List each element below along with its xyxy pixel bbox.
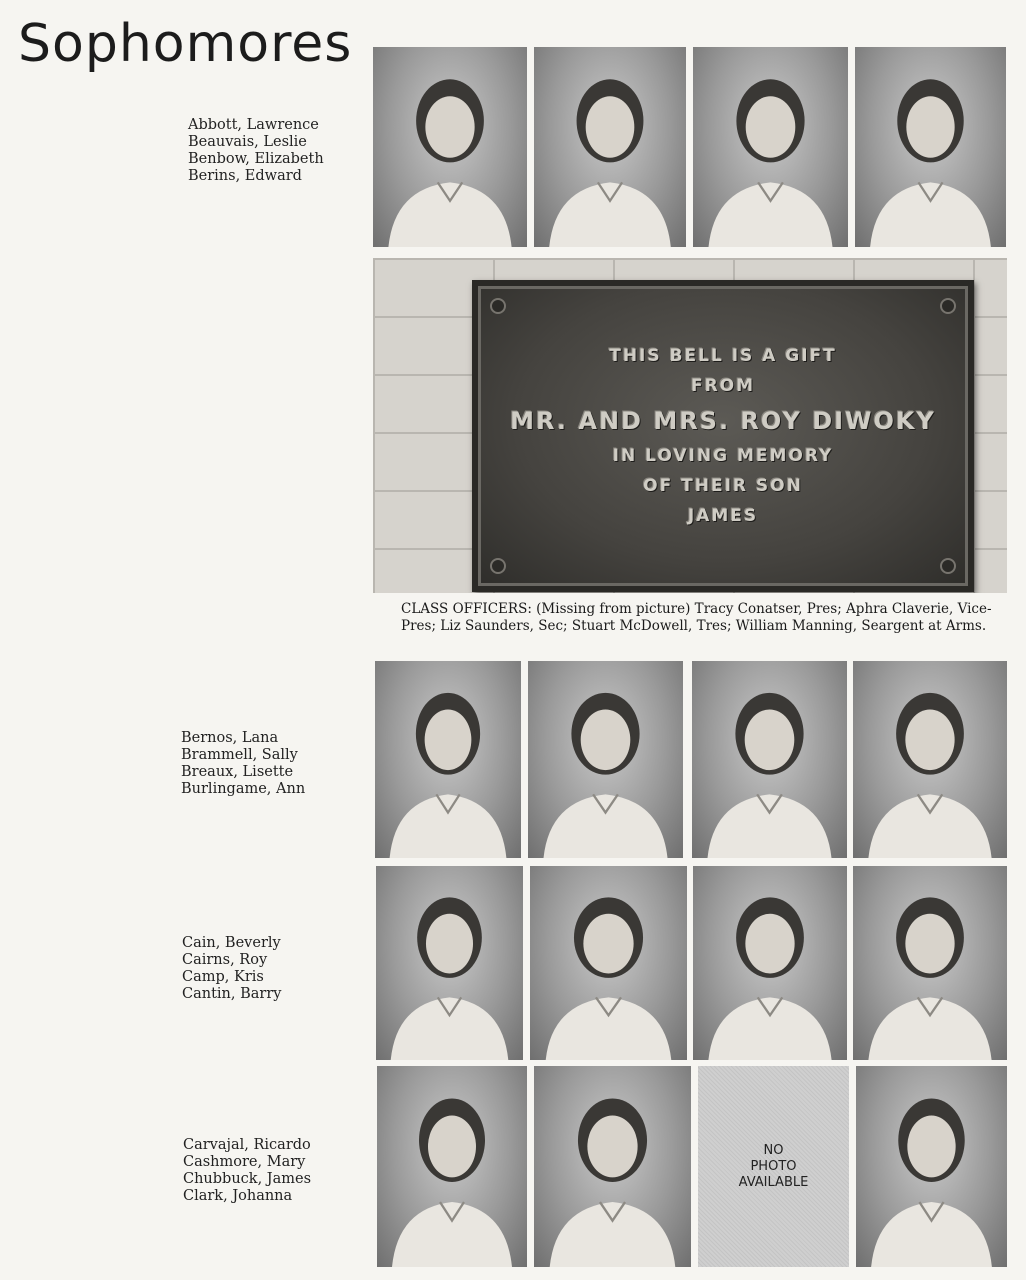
student-name: Clark, Johanna [183, 1188, 293, 1204]
no-photo-text: AVAILABLE [738, 1174, 809, 1190]
student-portrait [376, 866, 523, 1060]
student-name: Cantin, Barry [182, 986, 282, 1002]
student-name: Benbow, Elizabeth [188, 151, 324, 167]
plaque-line: MR. AND MRS. ROY DIWOKY [510, 407, 936, 435]
plaque-line: IN LOVING MEMORY [612, 446, 834, 466]
student-portrait [528, 661, 683, 858]
plaque-line: OF THEIR SON [643, 476, 803, 496]
student-portrait [693, 866, 847, 1060]
student-name: Carvajal, Ricardo [183, 1137, 311, 1153]
class-officers-caption: CLASS OFFICERS: (Missing from picture) Tracy Conatser, Pres; Aphra Claverie, Vice-Pres; Liz Saunders, Sec; Stuart McDowell, Tres; William Manning, Seargent at Arms. [401, 601, 992, 634]
student-name: Cashmore, Mary [183, 1154, 306, 1170]
no-photo-text: PHOTO [750, 1158, 797, 1174]
no-photo-text: NO [763, 1142, 784, 1158]
student-portrait [534, 1066, 691, 1267]
student-name: Beauvais, Leslie [188, 134, 307, 150]
student-portrait [853, 661, 1007, 858]
student-portrait [530, 866, 687, 1060]
student-name: Berins, Edward [188, 168, 302, 184]
student-name: Breaux, Lisette [181, 764, 294, 780]
plaque-line: JAMES [687, 506, 759, 526]
student-portrait [377, 1066, 527, 1267]
student-portrait [855, 47, 1006, 247]
student-name: Camp, Kris [182, 969, 264, 985]
screw-icon [490, 298, 506, 314]
student-portrait [373, 47, 527, 247]
page-title: Sophomores [18, 14, 353, 74]
plaque-line: THIS BELL IS A GIFT [609, 346, 837, 366]
student-name: Chubbuck, James [183, 1171, 312, 1187]
name-list-row-2 [181, 730, 305, 798]
plaque-line: FROM [690, 376, 756, 396]
memorial-plaque [472, 280, 974, 592]
student-name: Bernos, Lana [181, 730, 279, 746]
screw-icon [940, 558, 956, 574]
student-portrait [534, 47, 686, 247]
student-name: Brammell, Sally [181, 747, 298, 763]
student-portrait [375, 661, 521, 858]
student-portrait [853, 866, 1007, 1060]
no-photo-placeholder [698, 1066, 849, 1267]
name-list-row-4 [183, 1137, 311, 1205]
student-name: Cain, Beverly [182, 935, 281, 951]
student-portrait [856, 1066, 1007, 1267]
student-name: Cairns, Roy [182, 952, 268, 968]
name-list-row-3 [182, 935, 281, 1003]
student-portrait [692, 661, 847, 858]
student-name: Burlingame, Ann [181, 781, 306, 797]
name-list-row-1 [188, 117, 324, 185]
student-name: Abbott, Lawrence [188, 117, 319, 133]
memorial-plaque-photo [373, 258, 1007, 593]
screw-icon [490, 558, 506, 574]
screw-icon [940, 298, 956, 314]
student-portrait [693, 47, 848, 247]
